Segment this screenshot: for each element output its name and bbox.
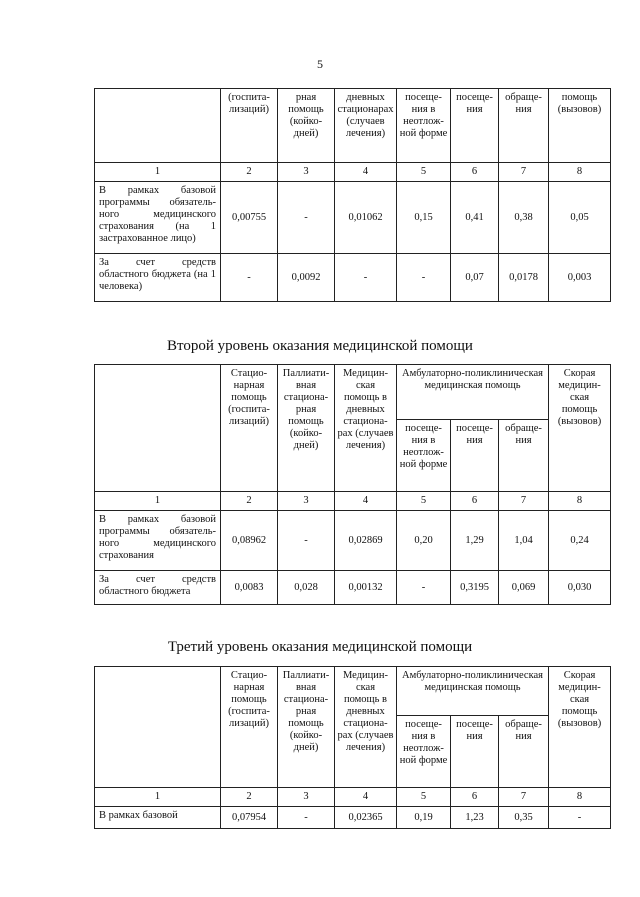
index-cell: 2 [221,492,278,511]
table-row [95,807,611,829]
header-cell-palliative: Паллиати-вная стациона-рная помощь (койко-дней) [278,365,335,492]
index-cell: 7 [499,163,549,182]
header-cell-day-hospital: Медицин-ская помощь в дневных стациона-рах (случаев лечения) [335,667,397,788]
table-row [95,182,611,254]
value-cell: - [549,807,611,829]
value-cell: - [278,807,335,829]
value-cell: 0,02365 [335,807,397,829]
value-cell: 0,38 [499,182,549,254]
value-cell: - [397,571,451,605]
value-cell: - [335,254,397,302]
row-label: В рамках базовой программы обязатель-ного медицинского страхования (на 1 застрахованное лицо) [95,182,221,254]
header-cell-appeals: обраще-ния [499,420,549,492]
row-label: В рамках базовой программы обязатель-ного медицинского страхования [95,511,221,571]
header-cell-ambulance: Скорая медицин-ская помощь (вызовов) [549,365,611,492]
header-cell-emergency-visits: посеще-ния в неотлож-ной форме [397,420,451,492]
index-cell: 6 [451,492,499,511]
header-cell-outpatient: Амбулаторно-поликлиническая медицинская помощь [397,365,549,420]
header-cell-visits: посеще-ния [451,89,499,163]
index-cell: 1 [95,788,221,807]
section-title-second-level: Второй уровень оказания медицинской помощи [167,338,473,354]
header-cell-appeals: обраще-ния [499,89,549,163]
index-row [95,163,611,182]
header-cell-empty [95,667,221,788]
value-cell: 0,069 [499,571,549,605]
value-cell: 0,08962 [221,511,278,571]
value-cell: 0,0083 [221,571,278,605]
value-cell: 0,00755 [221,182,278,254]
header-cell-palliative: Паллиати-вная стациона-рная помощь (койко-дней) [278,667,335,788]
header-cell-day-hospital: дневных стационарах (случаев лечения) [335,89,397,163]
value-cell: 0,19 [397,807,451,829]
index-cell: 2 [221,788,278,807]
index-cell: 6 [451,788,499,807]
index-cell: 3 [278,163,335,182]
value-cell: 1,04 [499,511,549,571]
index-cell: 5 [397,788,451,807]
value-cell: 0,003 [549,254,611,302]
value-cell: 0,00132 [335,571,397,605]
index-cell: 3 [278,788,335,807]
value-cell: 0,20 [397,511,451,571]
table-row [95,571,611,605]
index-cell: 6 [451,163,499,182]
value-cell: 0,05 [549,182,611,254]
table-row [95,254,611,302]
header-cell-empty [95,365,221,492]
header-cell-hospital: Стацио-нарная помощь (госпита-лизаций) [221,667,278,788]
index-cell: 5 [397,492,451,511]
value-cell: 0,24 [549,511,611,571]
value-cell: 0,02869 [335,511,397,571]
row-label: За счет средств областного бюджета (на 1 человека) [95,254,221,302]
value-cell: 1,23 [451,807,499,829]
value-cell: 0,35 [499,807,549,829]
header-cell-visits: посеще-ния [451,420,499,492]
value-cell: 0,01062 [335,182,397,254]
table-third-level [94,666,611,829]
index-cell: 8 [549,788,611,807]
table-row [95,511,611,571]
header-cell-day-hospital: Медицин-ская помощь в дневных стациона-рах (случаев лечения) [335,365,397,492]
value-cell: 0,41 [451,182,499,254]
index-cell: 1 [95,163,221,182]
value-cell: 0,07954 [221,807,278,829]
value-cell: - [278,511,335,571]
header-cell-hospital: (госпита-лизаций) [221,89,278,163]
header-cell-ambulance: Скорая медицин-ская помощь (вызовов) [549,667,611,788]
header-cell-emergency-visits: посеще-ния в неотлож-ной форме [397,716,451,788]
index-cell: 3 [278,492,335,511]
value-cell: 1,29 [451,511,499,571]
table-second-level [94,364,611,605]
row-label: За счет средств областного бюджета [95,571,221,605]
index-cell: 4 [335,492,397,511]
index-row [95,788,611,807]
header-cell-empty [95,89,221,163]
index-cell: 7 [499,788,549,807]
header-cell-emergency-visits: посеще-ния в неотлож-ной форме [397,89,451,163]
header-cell-visits: посеще-ния [451,716,499,788]
value-cell: 0,15 [397,182,451,254]
value-cell: 0,0178 [499,254,549,302]
header-cell-hospital: Стацио-нарная помощь (госпита-лизаций) [221,365,278,492]
index-row [95,492,611,511]
value-cell: 0,3195 [451,571,499,605]
index-cell: 8 [549,163,611,182]
header-cell-palliative: рная помощь (койко-дней) [278,89,335,163]
value-cell: - [397,254,451,302]
index-cell: 2 [221,163,278,182]
value-cell: 0,0092 [278,254,335,302]
value-cell: - [221,254,278,302]
index-cell: 4 [335,163,397,182]
section-title-third-level: Третий уровень оказания медицинской помощи [167,639,473,655]
index-cell: 4 [335,788,397,807]
index-cell: 7 [499,492,549,511]
index-cell: 1 [95,492,221,511]
value-cell: 0,030 [549,571,611,605]
header-cell-ambulance: помощь (вызовов) [549,89,611,163]
index-cell: 8 [549,492,611,511]
index-cell: 5 [397,163,451,182]
header-cell-appeals: обраще-ния [499,716,549,788]
page-number: 5 [317,57,323,71]
header-cell-outpatient: Амбулаторно-поликлиническая медицинская помощь [397,667,549,716]
table-first-level-continued [94,88,611,302]
value-cell: 0,07 [451,254,499,302]
value-cell: 0,028 [278,571,335,605]
row-label: В рамках базовой [95,807,221,829]
value-cell: - [278,182,335,254]
